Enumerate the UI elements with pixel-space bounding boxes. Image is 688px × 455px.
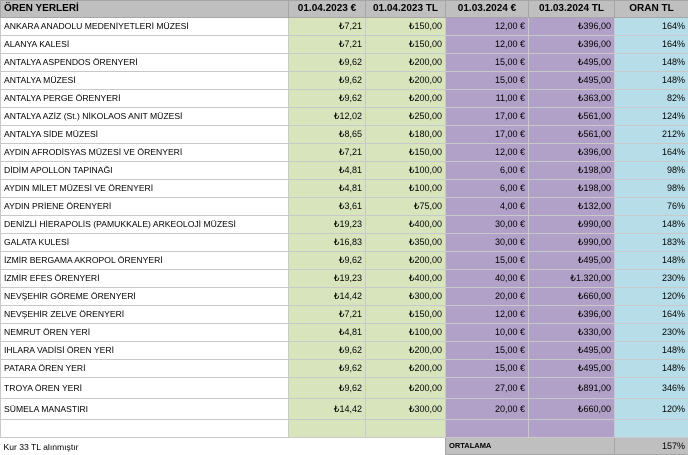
- cell-site-name[interactable]: NEVŞEHİR GÖREME ÖRENYERİ: [1, 288, 289, 306]
- cell-c4[interactable]: ₺495,00: [529, 54, 615, 72]
- cell-c2[interactable]: ₺200,00: [366, 360, 446, 378]
- cell-c5[interactable]: 212%: [615, 126, 688, 144]
- cell-c4[interactable]: ₺396,00: [529, 306, 615, 324]
- cell-site-name[interactable]: SÜMELA MANASTIRI: [1, 399, 289, 420]
- cell-site-name[interactable]: DENİZLİ HİERAPOLİS (PAMUKKALE) ARKEOLOJİ MÜZESİ: [1, 216, 289, 234]
- cell-c4[interactable]: ₺561,00: [529, 126, 615, 144]
- header-name[interactable]: ÖREN YERLERİ: [1, 1, 289, 18]
- header-col5[interactable]: ORAN TL: [615, 1, 688, 18]
- cell-c4[interactable]: ₺495,00: [529, 72, 615, 90]
- cell-c4[interactable]: ₺198,00: [529, 162, 615, 180]
- cell-c5[interactable]: 148%: [615, 342, 688, 360]
- cell-c2[interactable]: ₺200,00: [366, 378, 446, 399]
- cell-c3[interactable]: 15,00 €: [446, 342, 529, 360]
- table-row: [1, 288, 688, 306]
- cell-c5[interactable]: 230%: [615, 324, 688, 342]
- cell-site-name[interactable]: PATARA ÖREN YERİ: [1, 360, 289, 378]
- cell-c3[interactable]: 15,00 €: [446, 252, 529, 270]
- cell-c3[interactable]: 6,00 €: [446, 180, 529, 198]
- cell-c4[interactable]: ₺132,00: [529, 198, 615, 216]
- table-row: [1, 234, 688, 252]
- cell-c4[interactable]: ₺660,00: [529, 399, 615, 420]
- cell-site-name[interactable]: AYDIN PRİENE ÖRENYERİ: [1, 198, 289, 216]
- blank-row: [1, 420, 688, 438]
- cell-c4[interactable]: ₺1.320,00: [529, 270, 615, 288]
- cell-c4[interactable]: ₺561,00: [529, 108, 615, 126]
- cell-c2[interactable]: ₺75,00: [366, 198, 446, 216]
- cell-c5[interactable]: 120%: [615, 288, 688, 306]
- cell-c5[interactable]: 148%: [615, 72, 688, 90]
- cell-c2[interactable]: ₺400,00: [366, 270, 446, 288]
- table-row: [1, 72, 688, 90]
- cell-c4[interactable]: ₺330,00: [529, 324, 615, 342]
- cell-c5[interactable]: 148%: [615, 216, 688, 234]
- cell-c2[interactable]: ₺200,00: [366, 90, 446, 108]
- table-row: [1, 378, 688, 399]
- cell-c5[interactable]: 148%: [615, 252, 688, 270]
- cell-c5[interactable]: 164%: [615, 18, 688, 36]
- cell-c2[interactable]: ₺150,00: [366, 18, 446, 36]
- cell-c1[interactable]: ₺4,81: [289, 162, 366, 180]
- cell-c2[interactable]: ₺100,00: [366, 324, 446, 342]
- cell-c3[interactable]: 10,00 €: [446, 324, 529, 342]
- table-row: [1, 324, 688, 342]
- cell-c3[interactable]: 6,00 €: [446, 162, 529, 180]
- cell-c1[interactable]: ₺7,21: [289, 36, 366, 54]
- cell-c2[interactable]: ₺250,00: [366, 108, 446, 126]
- empty-cell[interactable]: [366, 438, 446, 455]
- cell-c2[interactable]: ₺200,00: [366, 72, 446, 90]
- cell-site-name[interactable]: NEVŞEHİR ZELVE ÖRENYERİ: [1, 306, 289, 324]
- cell-c3[interactable]: 17,00 €: [446, 126, 529, 144]
- cell-c1[interactable]: ₺7,21: [289, 306, 366, 324]
- cell-c2[interactable]: ₺300,00: [366, 288, 446, 306]
- cell-c2[interactable]: ₺200,00: [366, 54, 446, 72]
- cell-c3[interactable]: 12,00 €: [446, 18, 529, 36]
- header-col3[interactable]: 01.03.2024 €: [446, 1, 529, 18]
- header-row: [1, 1, 688, 18]
- cell-c1[interactable]: ₺19,23: [289, 216, 366, 234]
- cell-c4[interactable]: ₺495,00: [529, 252, 615, 270]
- header-col2[interactable]: 01.04.2023 TL: [366, 1, 446, 18]
- cell-c1[interactable]: ₺9,62: [289, 360, 366, 378]
- cell-c5[interactable]: 164%: [615, 144, 688, 162]
- footer-row: [1, 438, 688, 455]
- table-row: [1, 399, 688, 420]
- cell-site-name[interactable]: TROYA ÖREN YERİ: [1, 378, 289, 399]
- cell-site-name[interactable]: GALATA KULESİ: [1, 234, 289, 252]
- empty-cell[interactable]: [615, 420, 688, 438]
- table-row: [1, 108, 688, 126]
- cell-c1[interactable]: ₺14,42: [289, 288, 366, 306]
- cell-c1[interactable]: ₺12,02: [289, 108, 366, 126]
- cell-c3[interactable]: 27,00 €: [446, 378, 529, 399]
- cell-c1[interactable]: ₺9,62: [289, 342, 366, 360]
- cell-c4[interactable]: ₺660,00: [529, 288, 615, 306]
- table-row: [1, 342, 688, 360]
- cell-c2[interactable]: ₺200,00: [366, 252, 446, 270]
- cell-c3[interactable]: 15,00 €: [446, 360, 529, 378]
- cell-c5[interactable]: 164%: [615, 306, 688, 324]
- cell-c5[interactable]: 98%: [615, 180, 688, 198]
- cell-c4[interactable]: ₺495,00: [529, 342, 615, 360]
- cell-site-name[interactable]: ANTALYA MÜZESİ: [1, 72, 289, 90]
- cell-c2[interactable]: ₺400,00: [366, 216, 446, 234]
- table-row: [1, 216, 688, 234]
- empty-cell[interactable]: [1, 420, 289, 438]
- empty-cell[interactable]: [366, 420, 446, 438]
- table-row: [1, 36, 688, 54]
- cell-c5[interactable]: 164%: [615, 36, 688, 54]
- cell-site-name[interactable]: ALANYA KALESİ: [1, 36, 289, 54]
- table-row: [1, 126, 688, 144]
- cell-c1[interactable]: ₺19,23: [289, 270, 366, 288]
- average-label[interactable]: ORTALAMA: [446, 438, 615, 455]
- cell-c4[interactable]: ₺990,00: [529, 234, 615, 252]
- header-col1[interactable]: 01.04.2023 €: [289, 1, 366, 18]
- cell-c3[interactable]: 15,00 €: [446, 72, 529, 90]
- cell-c2[interactable]: ₺150,00: [366, 144, 446, 162]
- empty-cell[interactable]: [289, 420, 366, 438]
- cell-site-name[interactable]: AYDIN MİLET MÜZESİ VE ÖRENYERİ: [1, 180, 289, 198]
- cell-c5[interactable]: 148%: [615, 360, 688, 378]
- cell-c1[interactable]: ₺9,62: [289, 54, 366, 72]
- cell-c5[interactable]: 230%: [615, 270, 688, 288]
- cell-c5[interactable]: 82%: [615, 90, 688, 108]
- cell-c1[interactable]: ₺9,62: [289, 90, 366, 108]
- empty-cell[interactable]: [446, 420, 529, 438]
- exchange-rate-note[interactable]: Kur 33 TL alınmıştır: [1, 438, 289, 455]
- cell-c1[interactable]: ₺3,61: [289, 198, 366, 216]
- cell-c1[interactable]: ₺9,62: [289, 72, 366, 90]
- cell-c5[interactable]: 148%: [615, 54, 688, 72]
- cell-c5[interactable]: 98%: [615, 162, 688, 180]
- cell-c3[interactable]: 12,00 €: [446, 36, 529, 54]
- cell-c3[interactable]: 40,00 €: [446, 270, 529, 288]
- cell-c4[interactable]: ₺363,00: [529, 90, 615, 108]
- cell-c1[interactable]: ₺4,81: [289, 180, 366, 198]
- cell-site-name[interactable]: İZMİR BERGAMA AKROPOL ÖRENYERİ: [1, 252, 289, 270]
- cell-c1[interactable]: ₺9,62: [289, 252, 366, 270]
- cell-c2[interactable]: ₺300,00: [366, 399, 446, 420]
- cell-site-name[interactable]: ANTALYA ASPENDOS ÖRENYERİ: [1, 54, 289, 72]
- table-row: [1, 198, 688, 216]
- cell-c2[interactable]: ₺200,00: [366, 342, 446, 360]
- cell-c2[interactable]: ₺100,00: [366, 162, 446, 180]
- table-row: [1, 144, 688, 162]
- table-body: [1, 1, 688, 455]
- cell-c1[interactable]: ₺4,81: [289, 324, 366, 342]
- cell-c4[interactable]: ₺396,00: [529, 18, 615, 36]
- cell-c3[interactable]: 30,00 €: [446, 234, 529, 252]
- cell-c3[interactable]: 11,00 €: [446, 90, 529, 108]
- cell-c3[interactable]: 30,00 €: [446, 216, 529, 234]
- cell-site-name[interactable]: IHLARA VADİSİ ÖREN YERİ: [1, 342, 289, 360]
- table-row: [1, 360, 688, 378]
- cell-c1[interactable]: ₺9,62: [289, 378, 366, 399]
- cell-site-name[interactable]: ANTALYA SİDE MÜZESİ: [1, 126, 289, 144]
- average-value[interactable]: 157%: [615, 438, 688, 455]
- cell-site-name[interactable]: ANTALYA AZİZ (St.) NİKOLAOS ANIT MÜZESİ: [1, 108, 289, 126]
- cell-site-name[interactable]: ANTALYA PERGE ÖRENYERİ: [1, 90, 289, 108]
- table-row: [1, 90, 688, 108]
- cell-site-name[interactable]: İZMİR EFES ÖRENYERİ: [1, 270, 289, 288]
- table-row: [1, 54, 688, 72]
- header-col4[interactable]: 01.03.2024 TL: [529, 1, 615, 18]
- cell-c4[interactable]: ₺396,00: [529, 144, 615, 162]
- cell-c4[interactable]: ₺891,00: [529, 378, 615, 399]
- cell-site-name[interactable]: NEMRUT ÖREN YERİ: [1, 324, 289, 342]
- cell-site-name[interactable]: DİDİM APOLLON TAPINAĞI: [1, 162, 289, 180]
- cell-c4[interactable]: ₺198,00: [529, 180, 615, 198]
- cell-c2[interactable]: ₺150,00: [366, 36, 446, 54]
- cell-c1[interactable]: ₺7,21: [289, 144, 366, 162]
- cell-c2[interactable]: ₺150,00: [366, 306, 446, 324]
- empty-cell[interactable]: [529, 420, 615, 438]
- cell-c3[interactable]: 20,00 €: [446, 399, 529, 420]
- cell-c3[interactable]: 12,00 €: [446, 306, 529, 324]
- cell-c2[interactable]: ₺100,00: [366, 180, 446, 198]
- cell-c5[interactable]: 120%: [615, 399, 688, 420]
- cell-c4[interactable]: ₺396,00: [529, 36, 615, 54]
- cell-c1[interactable]: ₺7,21: [289, 18, 366, 36]
- cell-c1[interactable]: ₺14,42: [289, 399, 366, 420]
- table-row: [1, 18, 688, 36]
- cell-site-name[interactable]: ANKARA ANADOLU MEDENİYETLERİ MÜZESİ: [1, 18, 289, 36]
- table-row: [1, 252, 688, 270]
- cell-c2[interactable]: ₺180,00: [366, 126, 446, 144]
- table-row: [1, 180, 688, 198]
- cell-c4[interactable]: ₺990,00: [529, 216, 615, 234]
- cell-c1[interactable]: ₺8,65: [289, 126, 366, 144]
- table-row: [1, 270, 688, 288]
- cell-c5[interactable]: 183%: [615, 234, 688, 252]
- cell-c1[interactable]: ₺16,83: [289, 234, 366, 252]
- cell-c3[interactable]: 15,00 €: [446, 54, 529, 72]
- cell-c3[interactable]: 20,00 €: [446, 288, 529, 306]
- cell-c4[interactable]: ₺495,00: [529, 360, 615, 378]
- cell-c5[interactable]: 346%: [615, 378, 688, 399]
- table-row: [1, 306, 688, 324]
- cell-c2[interactable]: ₺350,00: [366, 234, 446, 252]
- cell-c3[interactable]: 12,00 €: [446, 144, 529, 162]
- cell-c3[interactable]: 4,00 €: [446, 198, 529, 216]
- cell-c5[interactable]: 76%: [615, 198, 688, 216]
- empty-cell[interactable]: [289, 438, 366, 455]
- cell-c3[interactable]: 17,00 €: [446, 108, 529, 126]
- table-row: [1, 162, 688, 180]
- cell-site-name[interactable]: AYDIN AFRODİSYAS MÜZESİ VE ÖRENYERİ: [1, 144, 289, 162]
- cell-c5[interactable]: 124%: [615, 108, 688, 126]
